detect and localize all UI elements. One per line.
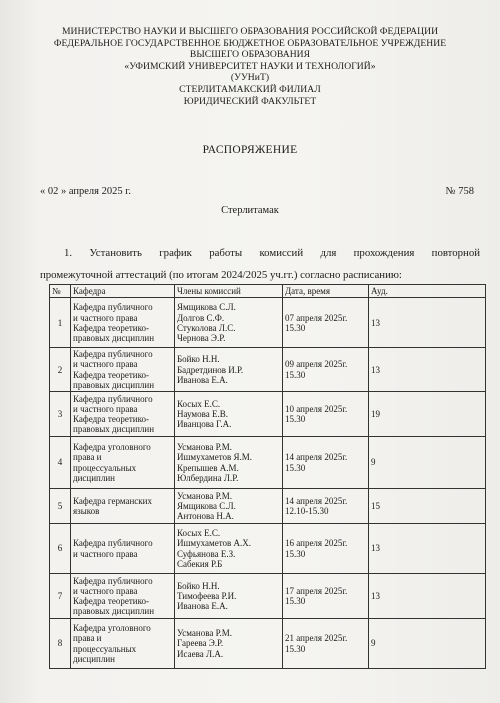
header-line: «УФИМСКИЙ УНИВЕРСИТЕТ НАУКИ И ТЕХНОЛОГИЙ»: [124, 60, 376, 72]
table-row: [50, 489, 486, 524]
datetime-cell-line: 17 апреля 2025г.: [285, 585, 348, 596]
paragraph-line: промежуточной аттестаций (по итогам 2024/2025 уч.гг.) согласно расписанию:: [40, 269, 402, 281]
datetime-cell-line: 09 апреля 2025г.: [285, 359, 348, 370]
row-number: 6: [50, 524, 71, 574]
department-cell: [71, 392, 175, 437]
members-cell: [175, 437, 283, 489]
members-cell-line: Долгов С.Ф.: [177, 312, 225, 323]
table-row: [50, 574, 486, 619]
department-cell-line: права и: [73, 452, 102, 463]
header-line: ЮРИДИЧЕСКИЙ ФАКУЛЬТЕТ: [183, 95, 317, 107]
members-cell-line: Бойко Н.Н.: [177, 580, 220, 591]
department-cell-line: процессуальных: [73, 462, 137, 473]
members-cell: [175, 348, 283, 392]
department-cell-line: языков: [73, 506, 100, 517]
members-cell-line: Сабекия Р.Б: [177, 558, 223, 569]
department-cell-line: и частного права: [73, 585, 138, 596]
row-number: 2: [50, 348, 71, 392]
datetime-cell: [283, 392, 369, 437]
members-cell-line: Косых Е.С.: [177, 398, 221, 409]
column-header-members: Члены комиссий: [175, 285, 283, 298]
datetime-cell-line: 14 апреля 2025г.: [285, 495, 348, 506]
column-header-number: №: [50, 285, 71, 298]
department-cell-line: и частного права: [73, 312, 138, 323]
department-cell-line: правовых дисциплин: [73, 379, 155, 390]
department-cell-line: правовых дисциплин: [73, 332, 155, 343]
members-cell: [175, 298, 283, 348]
members-cell-line: Усманова Р.М.: [177, 490, 232, 501]
paragraph-line: 1. Установить график работы комиссий для прохождения повторной: [64, 247, 480, 259]
datetime-cell-line: 15.30: [285, 369, 306, 380]
datetime-cell-line: 15.30: [285, 462, 306, 473]
department-cell-line: дисциплин: [73, 472, 115, 483]
department-cell-line: Кафедра германских: [73, 495, 152, 506]
department-cell-line: Кафедра теоретико-: [73, 414, 149, 425]
table-row: [50, 392, 486, 437]
organization-header: [0, 26, 500, 107]
members-cell-line: Косых Е.С.: [177, 528, 221, 539]
members-cell-line: Иванцова Г.А.: [177, 419, 232, 430]
header-line: ФЕДЕРАЛЬНОЕ ГОСУДАРСТВЕННОЕ БЮДЖЕТНОЕ ОБРАЗОВАТЕЛЬНОЕ УЧРЕЖДЕНИЕ: [53, 37, 447, 49]
row-number: 3: [50, 392, 71, 437]
room-cell: 9: [369, 437, 486, 489]
members-cell: [175, 619, 283, 669]
room-cell: 9: [369, 619, 486, 669]
department-cell-line: и частного права: [73, 548, 138, 559]
department-cell-line: права и: [73, 633, 102, 644]
column-header-room: Ауд.: [369, 285, 486, 298]
datetime-cell-line: 14 апреля 2025г.: [285, 452, 348, 463]
header-line: МИНИСТЕРСТВО НАУКИ И ВЫСШЕГО ОБРАЗОВАНИЯ РОССИЙСКОЙ ФЕДЕРАЦИИ: [61, 26, 439, 37]
members-cell-line: Усманова Р.М.: [177, 442, 232, 453]
table-header-row: [50, 285, 486, 298]
members-cell: [175, 574, 283, 619]
members-cell-line: Иванова Е.А.: [177, 374, 228, 385]
department-cell-line: Кафедра публичного: [73, 302, 153, 313]
department-cell: [71, 348, 175, 392]
department-cell-line: Кафедра публичного: [73, 538, 153, 549]
datetime-cell-line: 15.30: [285, 643, 306, 654]
row-number: 8: [50, 619, 71, 669]
datetime-cell: [283, 524, 369, 574]
column-header-department: Кафедра: [71, 285, 175, 298]
document-city: Стерлитамак: [221, 205, 279, 216]
row-number: 4: [50, 437, 71, 489]
members-cell-line: Ишмухаметов А.Х.: [177, 538, 252, 549]
datetime-cell-line: 15.30: [285, 596, 306, 607]
table-row: [50, 348, 486, 392]
column-header-datetime: Дата, время: [283, 285, 369, 298]
department-cell-line: процессуальных: [73, 643, 137, 654]
datetime-cell: [283, 348, 369, 392]
document-number: № 758: [445, 186, 474, 197]
members-cell-line: Бойко Н.Н.: [177, 354, 220, 365]
department-cell-line: Кафедра уголовного: [73, 442, 151, 453]
schedule-table-body: [50, 298, 486, 669]
department-cell-line: Кафедра теоретико-: [73, 322, 149, 333]
members-cell-line: Юлбердина Л.Р.: [177, 472, 239, 483]
datetime-cell: [283, 437, 369, 489]
members-cell-line: Крепышев А.М.: [177, 462, 239, 473]
document-title: РАСПОРЯЖЕНИЕ: [202, 144, 298, 156]
room-cell: 13: [369, 574, 486, 619]
order-paragraph: [40, 242, 480, 286]
members-cell-line: Стуколова Л.С.: [177, 322, 236, 333]
document-date: « 02 » апреля 2025 г.: [40, 186, 131, 197]
department-cell-line: и частного права: [73, 403, 138, 414]
department-cell-line: дисциплин: [73, 653, 115, 664]
members-cell-line: Иванова Е.А.: [177, 601, 228, 612]
datetime-cell: [283, 574, 369, 619]
row-number: 1: [50, 298, 71, 348]
room-cell: 13: [369, 524, 486, 574]
datetime-cell-line: 07 апреля 2025г.: [285, 312, 348, 323]
department-cell-line: Кафедра публичного: [73, 575, 153, 586]
members-cell-line: Ямщикова С.Л.: [177, 500, 236, 511]
department-cell-line: Кафедра публичного: [73, 393, 153, 404]
datetime-cell-line: 15.30: [285, 322, 306, 333]
members-cell: [175, 489, 283, 524]
department-cell: [71, 437, 175, 489]
schedule-table: [49, 284, 486, 669]
members-cell: [175, 524, 283, 574]
room-cell: 19: [369, 392, 486, 437]
department-cell-line: правовых дисциплин: [73, 424, 155, 435]
table-row: [50, 298, 486, 348]
members-cell-line: Усманова Р.М.: [177, 628, 232, 639]
department-cell: [71, 489, 175, 524]
datetime-cell-line: 15.30: [285, 548, 306, 559]
members-cell: [175, 392, 283, 437]
department-cell-line: правовых дисциплин: [73, 606, 155, 617]
department-cell: [71, 298, 175, 348]
header-line: (УУНиТ): [230, 72, 270, 84]
members-cell-line: Бадретдинов И.Р.: [177, 364, 244, 375]
department-cell-line: Кафедра теоретико-: [73, 369, 149, 380]
room-cell: 13: [369, 298, 486, 348]
table-row: [50, 619, 486, 669]
department-cell: [71, 619, 175, 669]
members-cell-line: Чернова Э.Р.: [177, 332, 226, 343]
datetime-cell-line: 16 апреля 2025г.: [285, 538, 348, 549]
members-cell-line: Ямщикова С.Л.: [177, 302, 236, 313]
department-cell-line: Кафедра теоретико-: [73, 596, 149, 607]
datetime-cell: [283, 619, 369, 669]
table-row: [50, 524, 486, 574]
room-cell: 15: [369, 489, 486, 524]
members-cell-line: Антонова Н.А.: [177, 511, 234, 522]
header-line: ВЫСШЕГО ОБРАЗОВАНИЯ: [189, 49, 311, 61]
datetime-cell-line: 21 апреля 2025г.: [285, 633, 348, 644]
header-line: СТЕРЛИТАМАКСКИЙ ФИЛИАЛ: [179, 83, 321, 95]
department-cell: [71, 574, 175, 619]
datetime-cell: [283, 298, 369, 348]
row-number: 5: [50, 489, 71, 524]
members-cell-line: Тимофеева Р.И.: [177, 590, 237, 601]
department-cell-line: и частного права: [73, 359, 138, 370]
members-cell-line: Гареева Э.Р.: [177, 638, 224, 649]
members-cell-line: Ишмухаметов Я.М.: [177, 452, 253, 463]
datetime-cell-line: 12.10-15.30: [285, 506, 329, 517]
members-cell-line: Наумова Е.В.: [177, 408, 228, 419]
datetime-cell: [283, 489, 369, 524]
members-cell-line: Исаева Л.А.: [177, 648, 224, 659]
datetime-cell-line: 15.30: [285, 414, 306, 425]
datetime-cell-line: 10 апреля 2025г.: [285, 403, 348, 414]
members-cell-line: Суфьянова Е.З.: [177, 548, 236, 559]
department-cell-line: Кафедра уголовного: [73, 623, 151, 634]
room-cell: 13: [369, 348, 486, 392]
department-cell: [71, 524, 175, 574]
department-cell-line: Кафедра публичного: [73, 349, 153, 360]
row-number: 7: [50, 574, 71, 619]
table-row: [50, 437, 486, 489]
